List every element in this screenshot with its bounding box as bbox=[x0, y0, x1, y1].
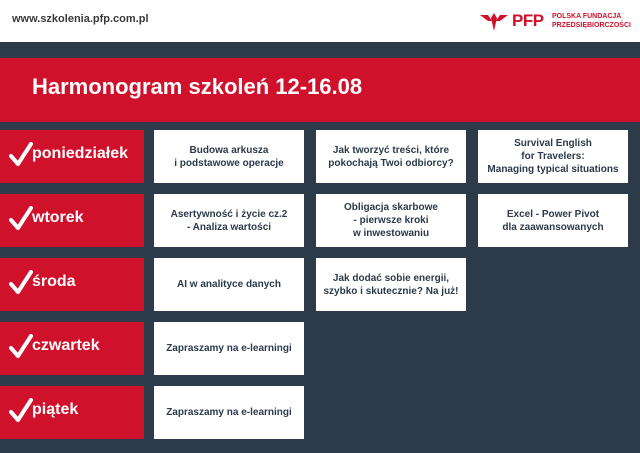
session-card[interactable]: Excel - Power Pivot dla zaawansowanych bbox=[478, 194, 628, 247]
day-name: wtorek bbox=[32, 209, 84, 226]
day-name: czwartek bbox=[32, 337, 100, 354]
day-label-friday bbox=[0, 386, 144, 439]
session-card[interactable]: Asertywność i życie cz.2 - Analiza wartości bbox=[154, 194, 304, 247]
checkmark-icon bbox=[9, 334, 33, 360]
top-bar bbox=[0, 0, 640, 42]
pfp-logo bbox=[478, 9, 631, 33]
day-name: piątek bbox=[32, 401, 79, 418]
logo-subtitle bbox=[552, 12, 631, 30]
logo-subtitle-line2: PRZEDSIĘBIORCZOŚCI bbox=[552, 22, 631, 29]
pfp-logo-icon bbox=[478, 9, 510, 33]
session-card[interactable]: Obligacja skarbowe - pierwsze kroki w inwestowaniu bbox=[316, 194, 466, 247]
session-card[interactable]: Jak tworzyć treści, które pokochają Twoi odbiorcy? bbox=[316, 130, 466, 183]
day-name: środa bbox=[32, 273, 76, 290]
session-card[interactable]: Zapraszamy na e-learningi bbox=[154, 322, 304, 375]
day-label-wednesday bbox=[0, 258, 144, 311]
checkmark-icon bbox=[9, 206, 33, 232]
checkmark-icon bbox=[9, 270, 33, 296]
day-label-thursday bbox=[0, 322, 144, 375]
title-banner bbox=[0, 58, 640, 122]
session-card[interactable]: AI w analityce danych bbox=[154, 258, 304, 311]
day-label-monday bbox=[0, 130, 144, 183]
session-card[interactable]: Budowa arkusza i podstawowe operacje bbox=[154, 130, 304, 183]
day-name: poniedziałek bbox=[32, 145, 129, 162]
day-label-tuesday bbox=[0, 194, 144, 247]
session-card[interactable]: Survival English for Travelers: Managing typical situations bbox=[478, 130, 628, 183]
checkmark-icon bbox=[9, 142, 33, 168]
checkmark-icon bbox=[9, 398, 33, 424]
session-card[interactable]: Jak dodać sobie energii, szybko i skutecznie? Na już! bbox=[316, 258, 466, 311]
website-url[interactable]: www.szkolenia.pfp.com.pl bbox=[12, 13, 149, 25]
logo-text: PFP bbox=[512, 11, 544, 30]
session-card[interactable]: Zapraszamy na e-learningi bbox=[154, 386, 304, 439]
logo-subtitle-line1: POLSKA FUNDACJA bbox=[552, 13, 622, 20]
page-title: Harmonogram szkoleń 12-16.08 bbox=[32, 74, 363, 99]
